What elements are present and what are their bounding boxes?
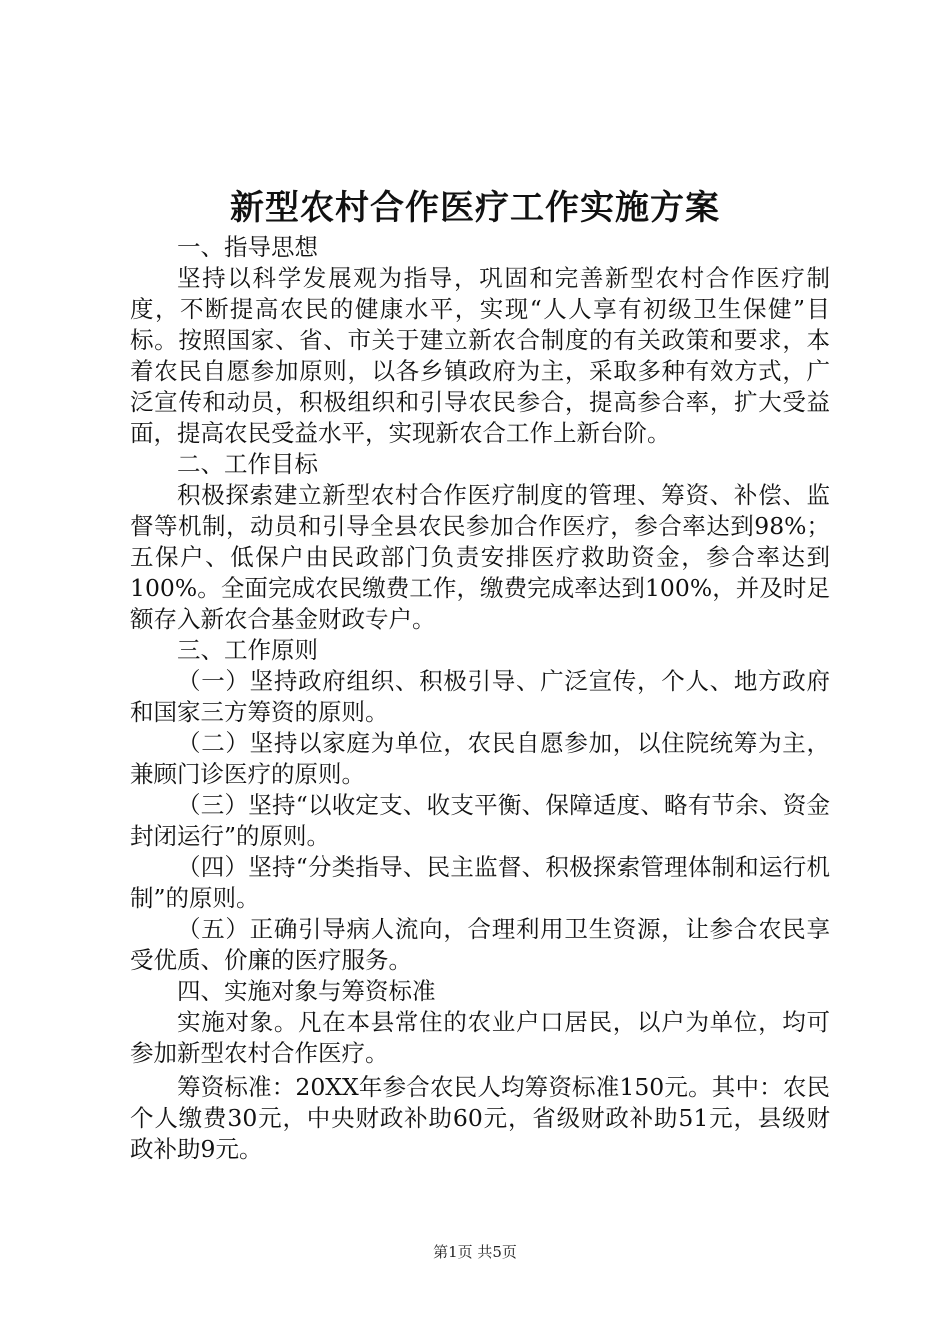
section-4-paragraph-2: 筹资标准：20XX年参合农民人均筹资标准150元。其中：农民个人缴费30元，中央财政补助60元，省级财政补助51元，县级财政补助9元。 [130, 1073, 830, 1163]
section-3-paragraph-4: （四）坚持“分类指导、民主监督、积极探索管理体制和运行机制”的原则。 [130, 853, 830, 912]
section-heading-3: 三、工作原则 [177, 636, 318, 664]
section-heading-4: 四、实施对象与筹资标准 [177, 977, 436, 1005]
section-1-paragraph-1: 坚持以科学发展观为指导，巩固和完善新型农村合作医疗制度，不断提高农民的健康水平，实现“人人享有初级卫生保健”目标。按照国家、省、市关于建立新农合制度的有关政策和要求，本着农民自愿参加原则，以各乡镇政府为主，采取多种有效方式，广泛宣传和动员，积极组织和引导农民参合，提高参合率，扩大受益面，提高农民受益水平，实现新农合工作上新台阶。 [130, 264, 830, 447]
section-3-paragraph-1: （一）坚持政府组织、积极引导、广泛宣传，个人、地方政府和国家三方筹资的原则。 [130, 667, 830, 726]
section-heading-1: 一、指导思想 [177, 233, 318, 261]
document-title: 新型农村合作医疗工作实施方案 [230, 188, 720, 228]
section-4-paragraph-1: 实施对象。凡在本县常住的农业户口居民，以户为单位，均可参加新型农村合作医疗。 [130, 1008, 830, 1067]
section-2-paragraph-1: 积极探索建立新型农村合作医疗制度的管理、筹资、补偿、监督等机制，动员和引导全县农民参加合作医疗，参合率达到98%；五保户、低保户由民政部门负责安排医疗救助资金，参合率达到100%。全面完成农民缴费工作，缴费完成率达到100%，并及时足额存入新农合基金财政专户。 [130, 481, 830, 633]
document-body [130, 232, 830, 1165]
section-3-paragraph-2: （二）坚持以家庭为单位，农民自愿参加，以住院统筹为主，兼顾门诊医疗的原则。 [130, 729, 830, 788]
page-footer: 第1页 共5页 [433, 1243, 517, 1261]
section-3-paragraph-3: （三）坚持“以收定支、收支平衡、保障适度、略有节余、资金封闭运行”的原则。 [130, 791, 830, 850]
section-3-paragraph-5: （五）正确引导病人流向，合理利用卫生资源，让参合农民享受优质、价廉的医疗服务。 [130, 915, 830, 974]
section-heading-2: 二、工作目标 [177, 450, 318, 478]
